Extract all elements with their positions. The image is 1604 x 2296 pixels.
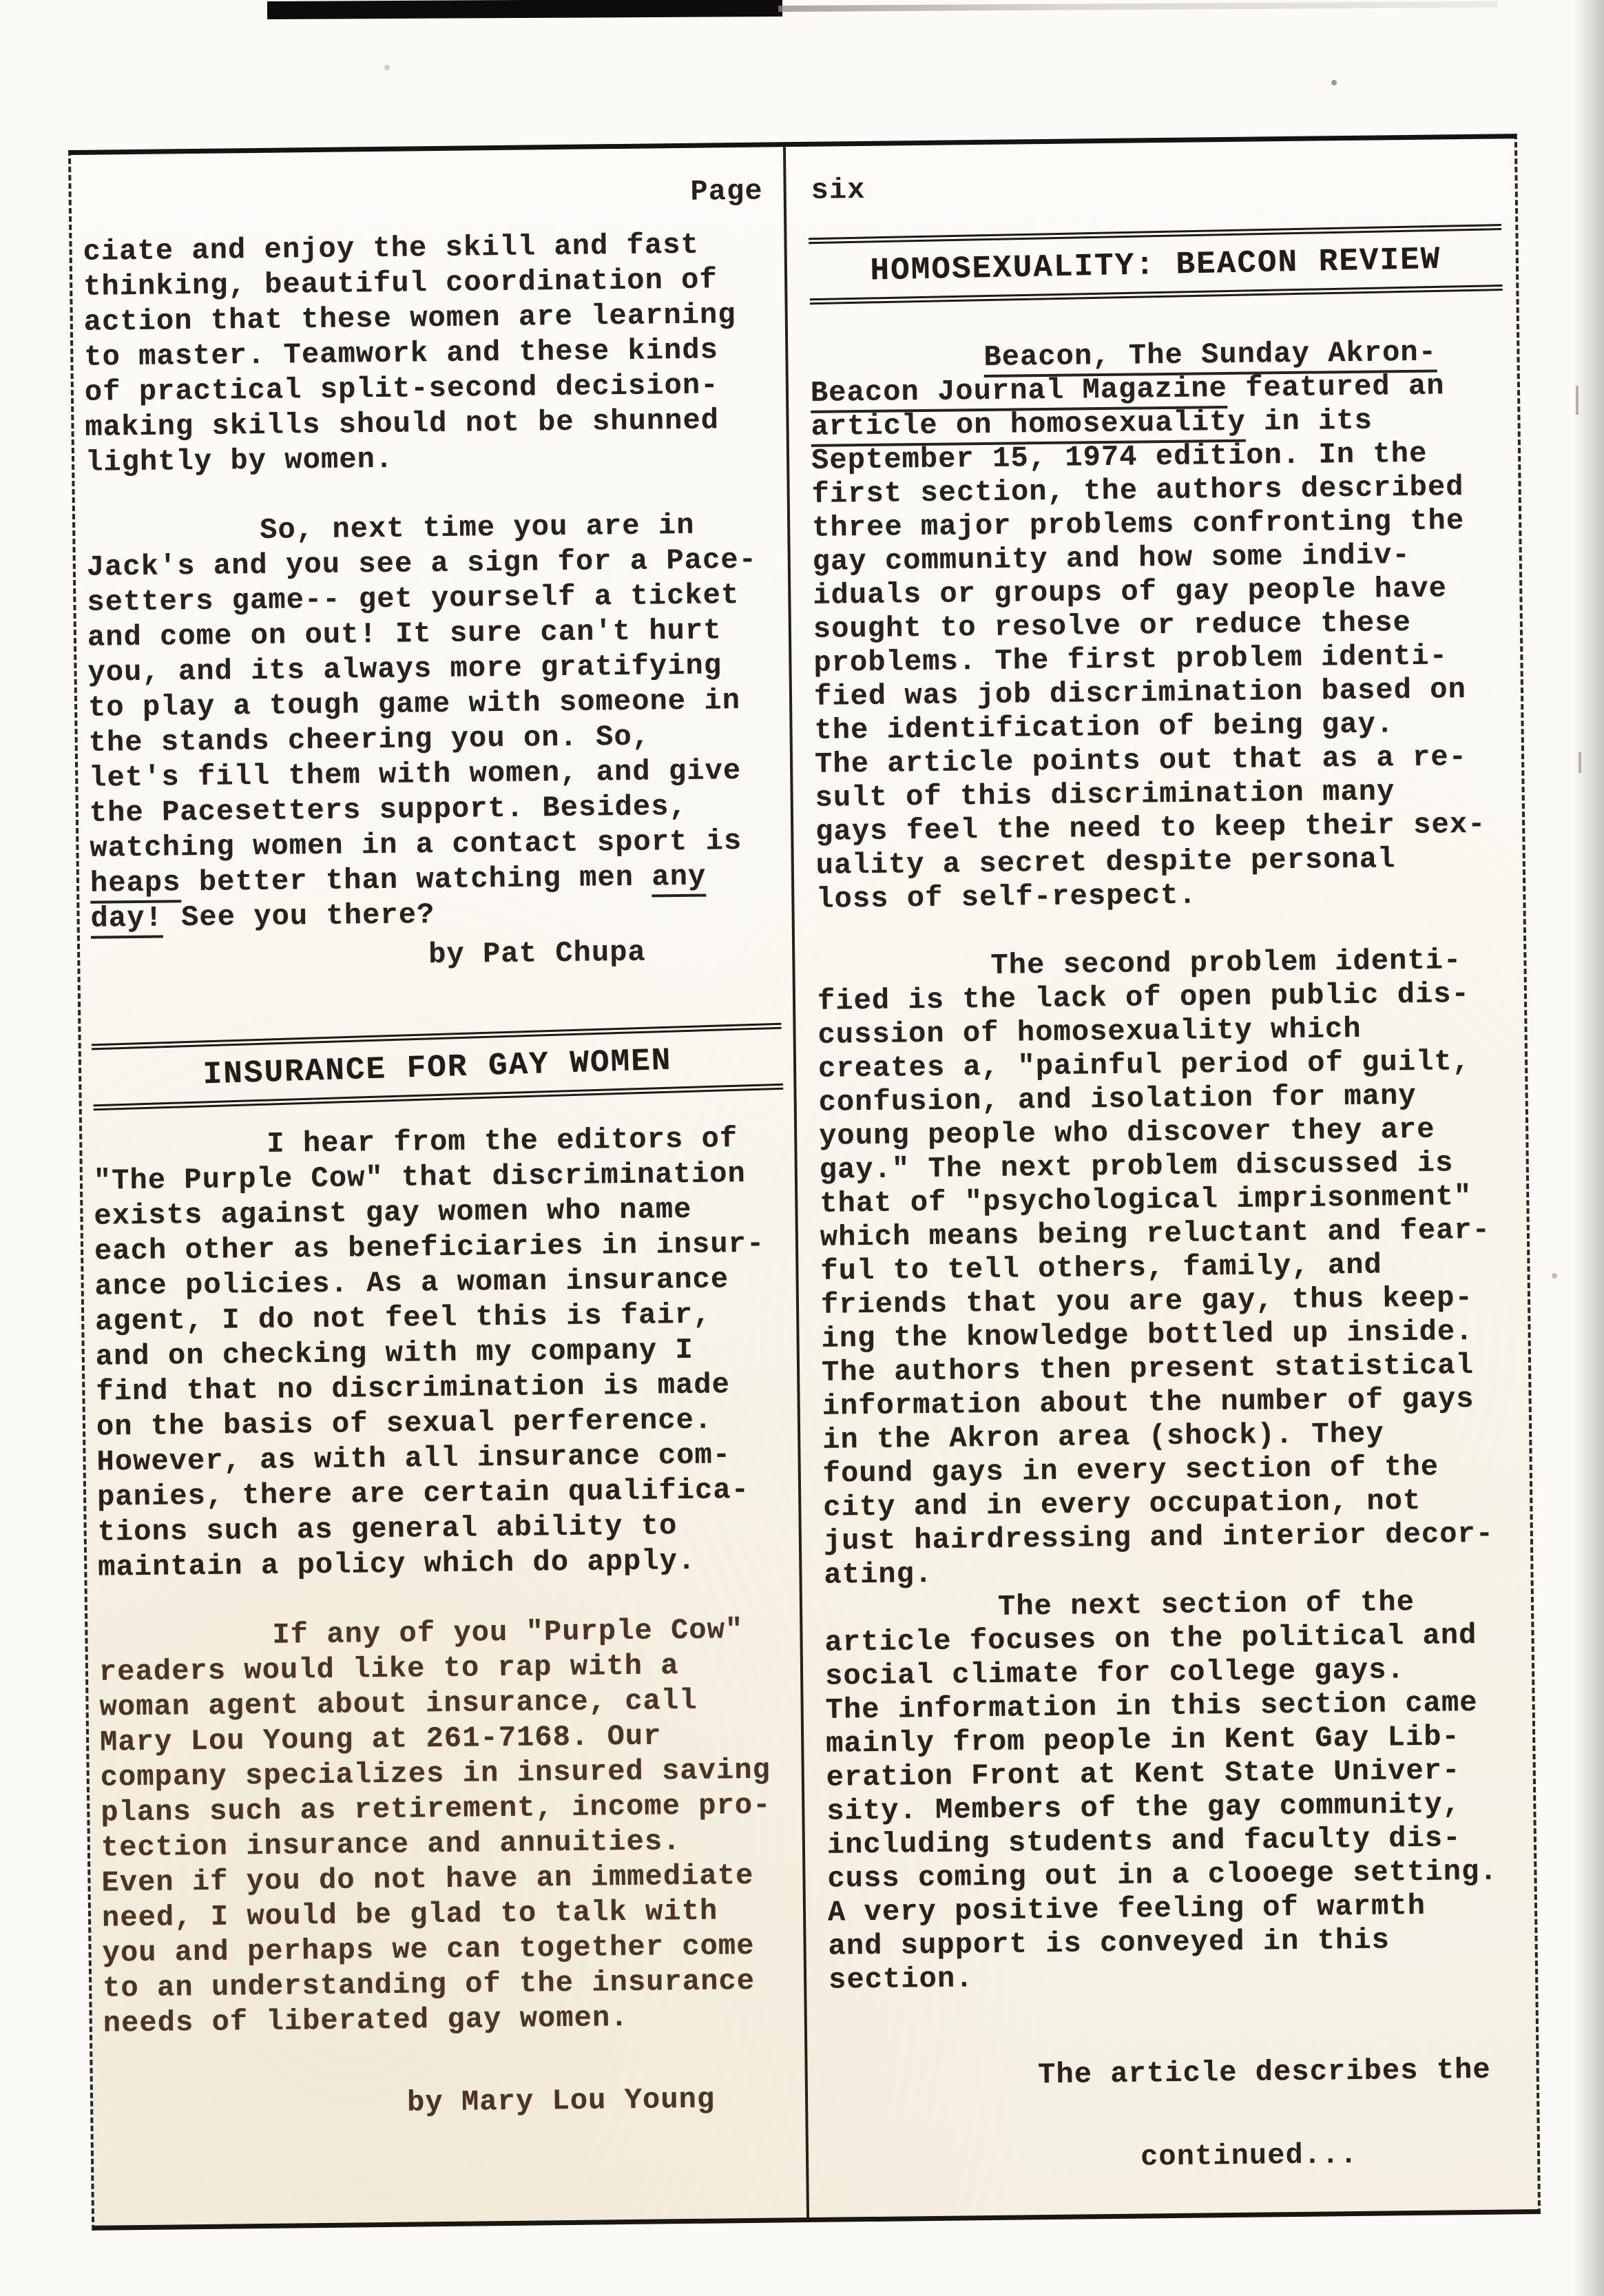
paragraph: The article describes the bbox=[1037, 2053, 1492, 2092]
right-column bbox=[808, 138, 1524, 2217]
article-insurance bbox=[92, 1029, 795, 2122]
scan-artifact-bar bbox=[267, 0, 782, 19]
page-number-label-right: six bbox=[811, 173, 866, 207]
section-heading-box bbox=[92, 1023, 783, 1111]
section-heading-box bbox=[809, 224, 1503, 304]
article-beacon-paragraphs bbox=[810, 335, 1523, 2094]
paragraph: The second problem identi- fied is the lack of open public dis- cussion of homosexuality which creates a, "painful period of guilt, confusion, and isolation for many young people who discover they are gay." The next problem discussed is that of "psychological imprisonment" which means being reluctant and fear- ful to tell others, family, and friends that you are gay, thus keep- ing the knowledge bottled up inside. The authors then present statistical information about the number of gays in the Akron area (shock). They found gays in every section of the city and in every occupation, not just hairdressing and interior decor- ating. bbox=[817, 944, 1494, 1592]
continued-note: continued... bbox=[1140, 2138, 1358, 2174]
article-beacon-review bbox=[809, 227, 1523, 2177]
scan-artifact-faint-line bbox=[778, 1, 1498, 12]
paragraph: I hear from the editors of "The Purple Cow" that discrimination exists against gay women who name each other as beneficiaries in insur- ance policies. As a woman insurance agent, I do not feel this is fair, and on checking with my company I find that no discrimination is made on the basis of sexual perference. However, as with all insurance com- panies, there are certain qualifica- tions such as general ability to maintain a policy which do apply. bbox=[93, 1122, 765, 1584]
paragraph: If any of you "Purple Cow" readers would like to rap with a woman agent about insurance, call Mary Lou Young at 261-7168. Our company specializes in insured saving plans such as retirement, income pro- tection insurance and annuities. Even if you do not have an immediate need, I would be glad to talk with you and perhaps we can together come to an understanding of the insurance needs of liberated gay women. bbox=[98, 1613, 771, 2040]
newsletter-sheet bbox=[68, 134, 1541, 2231]
article-heading-beacon-review: HOMOSEXUALITY: BEACON REVIEW bbox=[870, 241, 1441, 289]
byline-mary-lou-young: by Mary Lou Young bbox=[406, 2082, 716, 2120]
article-pacesetters bbox=[83, 227, 781, 975]
article-insurance-paragraphs bbox=[93, 1121, 793, 2041]
byline-pat-chupa: by Pat Chupa bbox=[428, 935, 647, 972]
paragraph: The next section of the article focuses on the political and social climate for college gays. The information in this section came mainly from people in Kent Gay Lib- eration Front at Kent State Univer- sity. Members of the gay community, including students and faculty dis- cuss coming out in a clooege setting. A very positive feeling of warmth and support is conveyed in this section. bbox=[824, 1585, 1498, 1997]
paragraph: Beacon, The Sunday Akron- Beacon Journal Magazine featured an article on homosexuality in its September 15, 1974 edition. In the first section, the authors described three major problems confronting the gay community and how some indiv- iduals or groups of gay people have sought to resolve or reduce these problems. The first problem identi- fied was job discrimination based on the identification of being gay. The article points out that as a re- sult of this discrimination many gays feel the need to keep their sex- uality a secret despite personal loss of self-respect. bbox=[810, 335, 1486, 916]
paragraph: So, next time you are in Jack's and you see a sign for a Pace- setters game-- get yourself a ticket and come on out! It sure can't hurt you, and its always more gratifying to play a tough game with someone in the stands cheering you on. So, let's fill them with women, and give the Pacesetters support. Besides, watching women in a contact sport is heaps better than watching men any day! See you there? bbox=[86, 507, 781, 936]
article-heading-insurance: INSURANCE FOR GAY WOMEN bbox=[202, 1042, 673, 1093]
underlined-text: Beacon, The Sunday Akron- bbox=[983, 336, 1437, 378]
paragraph: ciate and enjoy the skill and fast thinking, beautiful coordination of action that these women are learning to master. Teamwork and these kinds of practical split-second decision- making skills should not be shunned lightly by women. bbox=[83, 228, 736, 479]
scan-noise-specks bbox=[0, 0, 3, 3]
left-column bbox=[82, 147, 795, 2225]
underlined-text: heaps bbox=[90, 866, 181, 903]
scan-margin-mark bbox=[1579, 752, 1581, 773]
underlined-text: any bbox=[652, 860, 707, 898]
underlined-text: day! bbox=[90, 902, 163, 939]
article-pacesetters-paragraphs bbox=[83, 227, 780, 936]
underlined-text: article on homosexuality bbox=[811, 406, 1246, 447]
underlined-text: Beacon Journal Magazine bbox=[811, 372, 1228, 413]
scan-margin-mark bbox=[1576, 386, 1579, 415]
page-number-label-left: Page bbox=[690, 174, 763, 209]
